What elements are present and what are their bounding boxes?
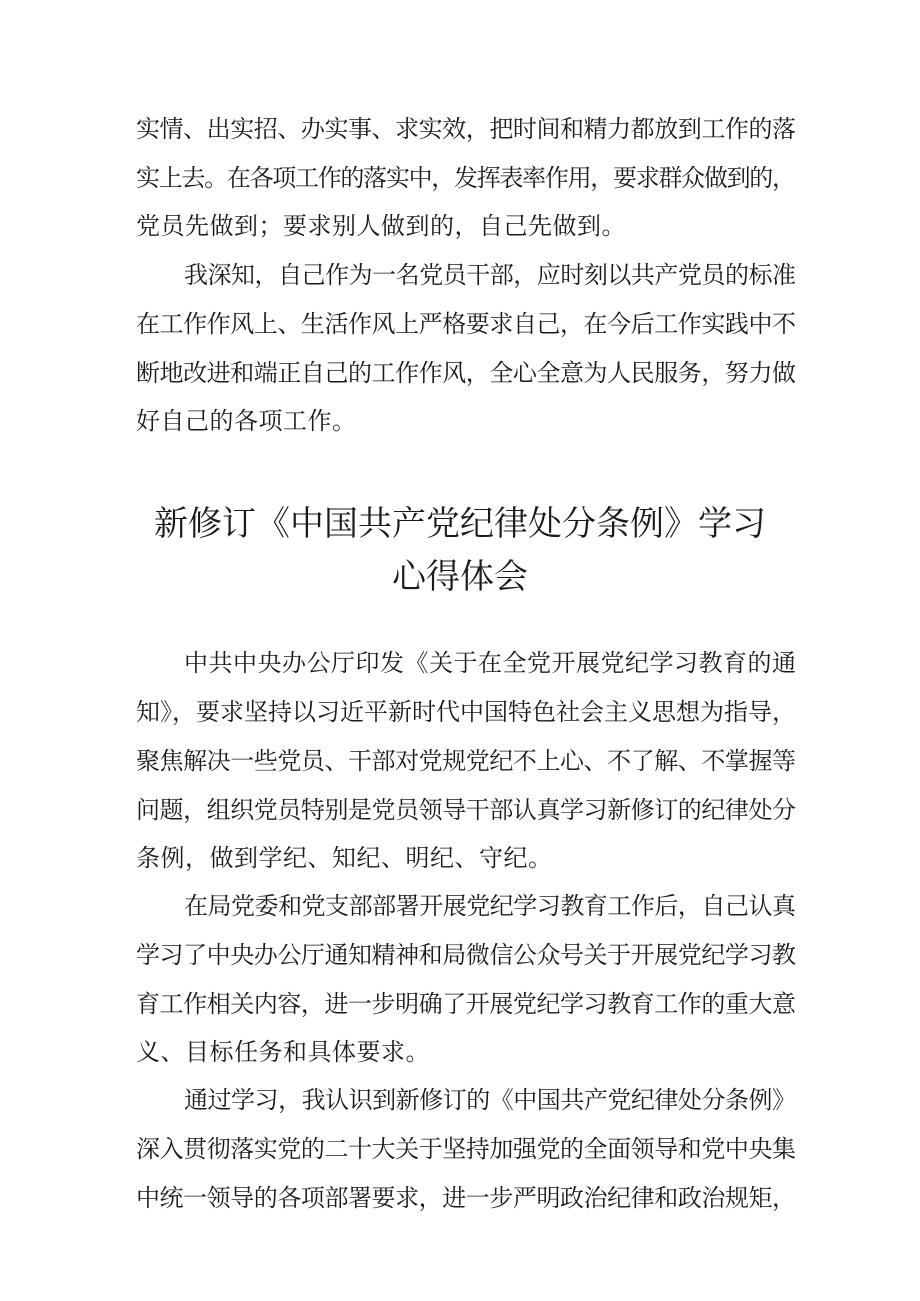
article-title-line-2: 心得体会 xyxy=(392,557,528,597)
paragraph-line: 通过学习，我认识到新修订的《中国共产党纪律处分条例》 xyxy=(184,1086,796,1114)
paragraph-line: 义、目标任务和具体要求。 xyxy=(136,1038,430,1066)
article-title-line-1: 新修订《中国共产党纪律处分条例》学习 xyxy=(154,504,766,544)
paragraph-line: 好自己的各项工作。 xyxy=(136,407,357,435)
paragraph-line: 断地改进和端正自己的工作作风，全心全意为人民服务，努力做 xyxy=(136,359,796,387)
paragraph-line: 在工作作风上、生活作风上严格要求自己，在今后工作实践中不 xyxy=(136,310,796,338)
paragraph-line: 实上去。在各项工作的落实中，发挥表率作用，要求群众做到的， xyxy=(136,164,795,192)
paragraph-line: 实情、出实招、办实事、求实效，把时间和精力都放到工作的落 xyxy=(136,115,796,143)
paragraph-line: 学习了中央办公厅通知精神和局微信公众号关于开展党纪学习教 xyxy=(136,941,796,969)
paragraph-line: 育工作相关内容，进一步明确了开展党纪学习教育工作的重大意 xyxy=(136,990,796,1018)
paragraph-line: 党员先做到；要求别人做到的，自己先做到。 xyxy=(136,212,626,240)
paragraph-line: 深入贯彻落实党的二十大关于坚持加强党的全面领导和党中央集 xyxy=(136,1135,796,1163)
paragraph-line: 中统一领导的各项部署要求，进一步严明政治纪律和政治规矩， xyxy=(136,1184,796,1212)
paragraph-line: 中共中央办公厅印发《关于在全党开展党纪学习教育的通 xyxy=(184,649,797,677)
paragraph-line: 问题，组织党员特别是党员领导干部认真学习新修订的纪律处分 xyxy=(136,796,796,824)
paragraph-line: 我深知，自己作为一名党员干部，应时刻以共产党员的标准 xyxy=(184,261,796,289)
paragraph-line: 条例，做到学纪、知纪、明纪、守纪。 xyxy=(136,844,553,872)
paragraph-line: 知》，要求坚持以习近平新时代中国特色社会主义思想为指导， xyxy=(136,698,796,726)
paragraph-line: 聚焦解决一些党员、干部对党规党纪不上心、不了解、不掌握等 xyxy=(136,747,796,775)
paragraph-line: 在局党委和党支部部署开展党纪学习教育工作后，自己认真 xyxy=(184,892,796,920)
